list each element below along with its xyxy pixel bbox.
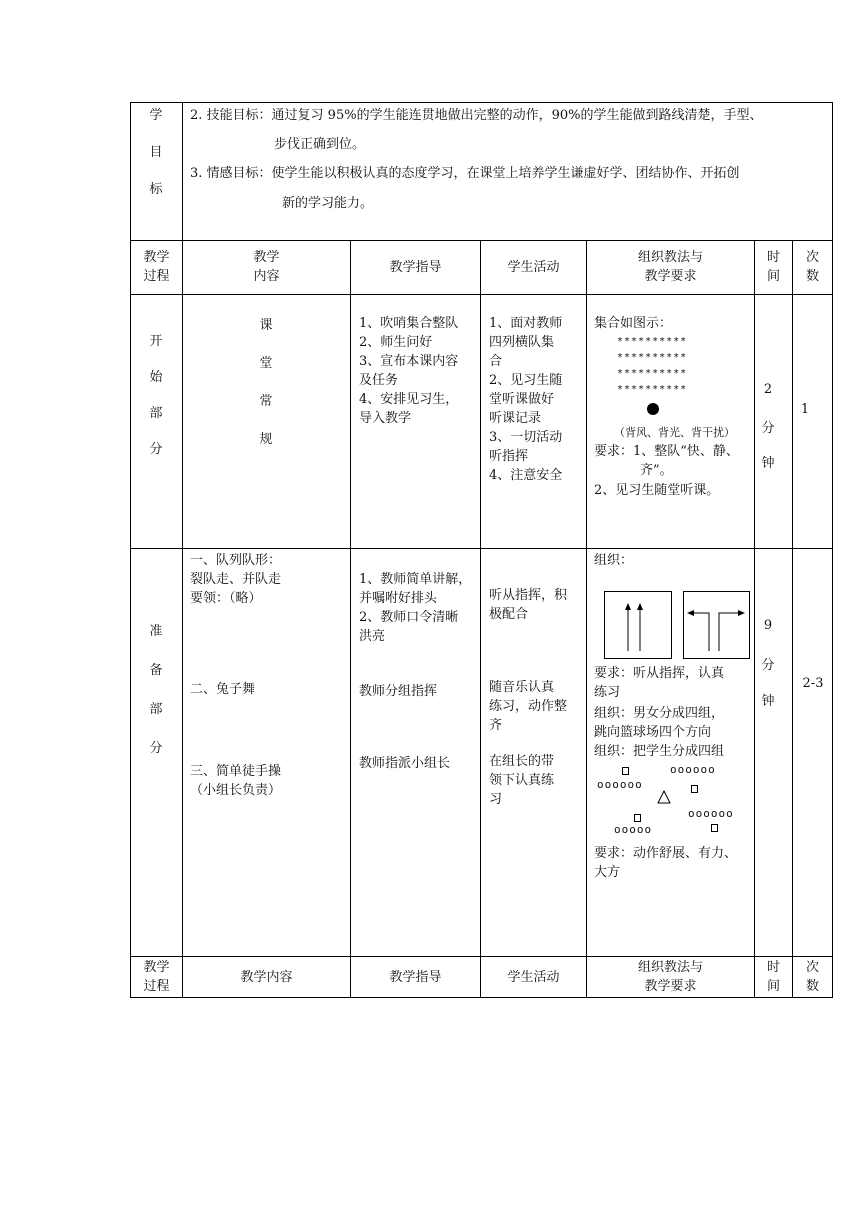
- column-divider: [182, 102, 183, 998]
- row-divider: [130, 294, 833, 295]
- group-leader-marker: [691, 785, 698, 793]
- opening-activity: 1、面对教师 四列横队集 合 2、见习生随 堂听课做好 听课记录 3、一切活动 听指挥 4、注意安全: [489, 316, 563, 483]
- row-divider: [130, 240, 833, 241]
- group-circle-row: oooooo: [670, 763, 716, 776]
- prep-guidance-exercise: 教师指派小组长: [359, 756, 451, 771]
- prep-organization-2: 组织：男女分成四组， 跳向篮球场四个方向: [594, 706, 725, 740]
- footer-method: 组织教法与 教学要求: [637, 960, 703, 994]
- opening-count: 1: [800, 402, 810, 417]
- prep-activity-dance: 随音乐认真 练习，动作整 齐: [489, 680, 568, 733]
- opening-requirement-1: 要求：1、整队“快、静、: [594, 444, 739, 459]
- footer-count: 次 数: [805, 960, 819, 994]
- table-border-right: [832, 102, 833, 998]
- prep-content-bunny-dance: 二、兔子舞: [190, 682, 256, 697]
- footer-time: 时 间: [766, 960, 780, 994]
- formation-stars: ********** ********** ********** **********: [617, 336, 688, 395]
- skill-objective: 2. 技能目标：通过复习 95%的学生能连贯地做出完整的动作，90%的学生能做到路线清楚，手型、: [190, 108, 763, 123]
- opening-method-title: 集合如图示：: [594, 316, 673, 331]
- group-leader-marker: [634, 814, 641, 822]
- table-border-bottom: [130, 997, 833, 998]
- prep-activity-formation: 听从指挥，积 极配合: [489, 588, 568, 622]
- opening-time: 2 分 钟: [761, 382, 775, 471]
- column-divider: [586, 240, 587, 998]
- split-march-diagram: [604, 591, 672, 659]
- prep-requirement-2: 要求：动作舒展、有力、 大方: [594, 846, 738, 880]
- teacher-triangle-icon: [657, 790, 671, 804]
- header-method: 组织教法与 教学要求: [637, 250, 703, 284]
- footer-guidance: 教学指导: [389, 970, 442, 985]
- affect-objective-cont: 新的学习能力。: [282, 196, 374, 211]
- prep-activity-exercise: 在组长的带 领下认真练 习: [489, 754, 555, 807]
- skill-objective-cont: 步伐正确到位。: [274, 137, 366, 152]
- opening-content: 课 堂 常 规: [259, 318, 273, 447]
- table-border-top: [130, 102, 833, 103]
- row-divider: [130, 956, 833, 957]
- column-divider: [130, 102, 131, 998]
- column-divider: [792, 240, 793, 998]
- group-circle-row: oooooo: [597, 778, 643, 791]
- affect-objective: 3. 情感目标：使学生能以积极认真的态度学习，在课堂上培养学生谦虚好学、团结协作、开拓创: [190, 166, 740, 181]
- group-circle-row: ooooo: [614, 823, 653, 836]
- prep-guidance-dance: 教师分组指挥: [359, 684, 438, 699]
- prep-guidance-formation: 1、教师简单讲解， 并嘱咐好排头 2、教师口令清晰 洪亮: [359, 572, 472, 644]
- header-activity: 学生活动: [507, 260, 560, 275]
- column-divider: [754, 240, 755, 998]
- row-divider: [130, 548, 833, 549]
- opening-requirement-1b: 齐”。: [640, 463, 673, 478]
- footer-activity: 学生活动: [507, 970, 560, 985]
- objectives-side-label: 学 目 标: [149, 108, 163, 197]
- weather-note: （背风、背光、背干扰）: [614, 426, 735, 439]
- column-divider: [350, 240, 351, 998]
- prep-method-title: 组织：: [594, 553, 634, 568]
- prep-content-formation: 一、队列队形： 裂队走、并队走 要领：（略）: [190, 553, 282, 606]
- footer-process: 教学 过程: [143, 960, 170, 994]
- opening-guidance: 1、吹哨集合整队 2、师生问好 3、宣布本课内容 及任务 4、安排见习生， 导入教学: [359, 316, 459, 426]
- header-process: 教学 过程: [143, 250, 170, 284]
- footer-content: 教学内容: [240, 970, 293, 985]
- prep-organization-3: 组织：把学生分成四组: [594, 744, 725, 759]
- column-divider: [480, 240, 481, 998]
- group-leader-marker: [622, 767, 629, 775]
- opening-process-label: 开 始 部 分: [149, 334, 163, 457]
- merge-march-diagram: [683, 591, 750, 659]
- opening-requirement-2: 2、见习生随堂听课。: [594, 483, 720, 498]
- header-time: 时 间: [766, 250, 780, 284]
- prep-process-label: 准 备 部 分: [149, 624, 163, 756]
- prep-time: 9 分 钟: [761, 618, 775, 709]
- prep-requirement-1: 要求：听从指挥，认真 练习: [594, 666, 725, 700]
- four-group-diagram: [594, 762, 754, 838]
- group-circle-row: oooooo: [688, 807, 734, 820]
- group-leader-marker: [711, 824, 718, 832]
- prep-count: 2-3: [802, 676, 824, 691]
- prep-content-exercise: 三、简单徒手操 （小组长负责）: [190, 764, 282, 798]
- teacher-position-dot: [647, 403, 659, 415]
- header-guidance: 教学指导: [389, 260, 442, 275]
- header-count: 次 数: [805, 250, 819, 284]
- header-content: 教学 内容: [253, 250, 280, 284]
